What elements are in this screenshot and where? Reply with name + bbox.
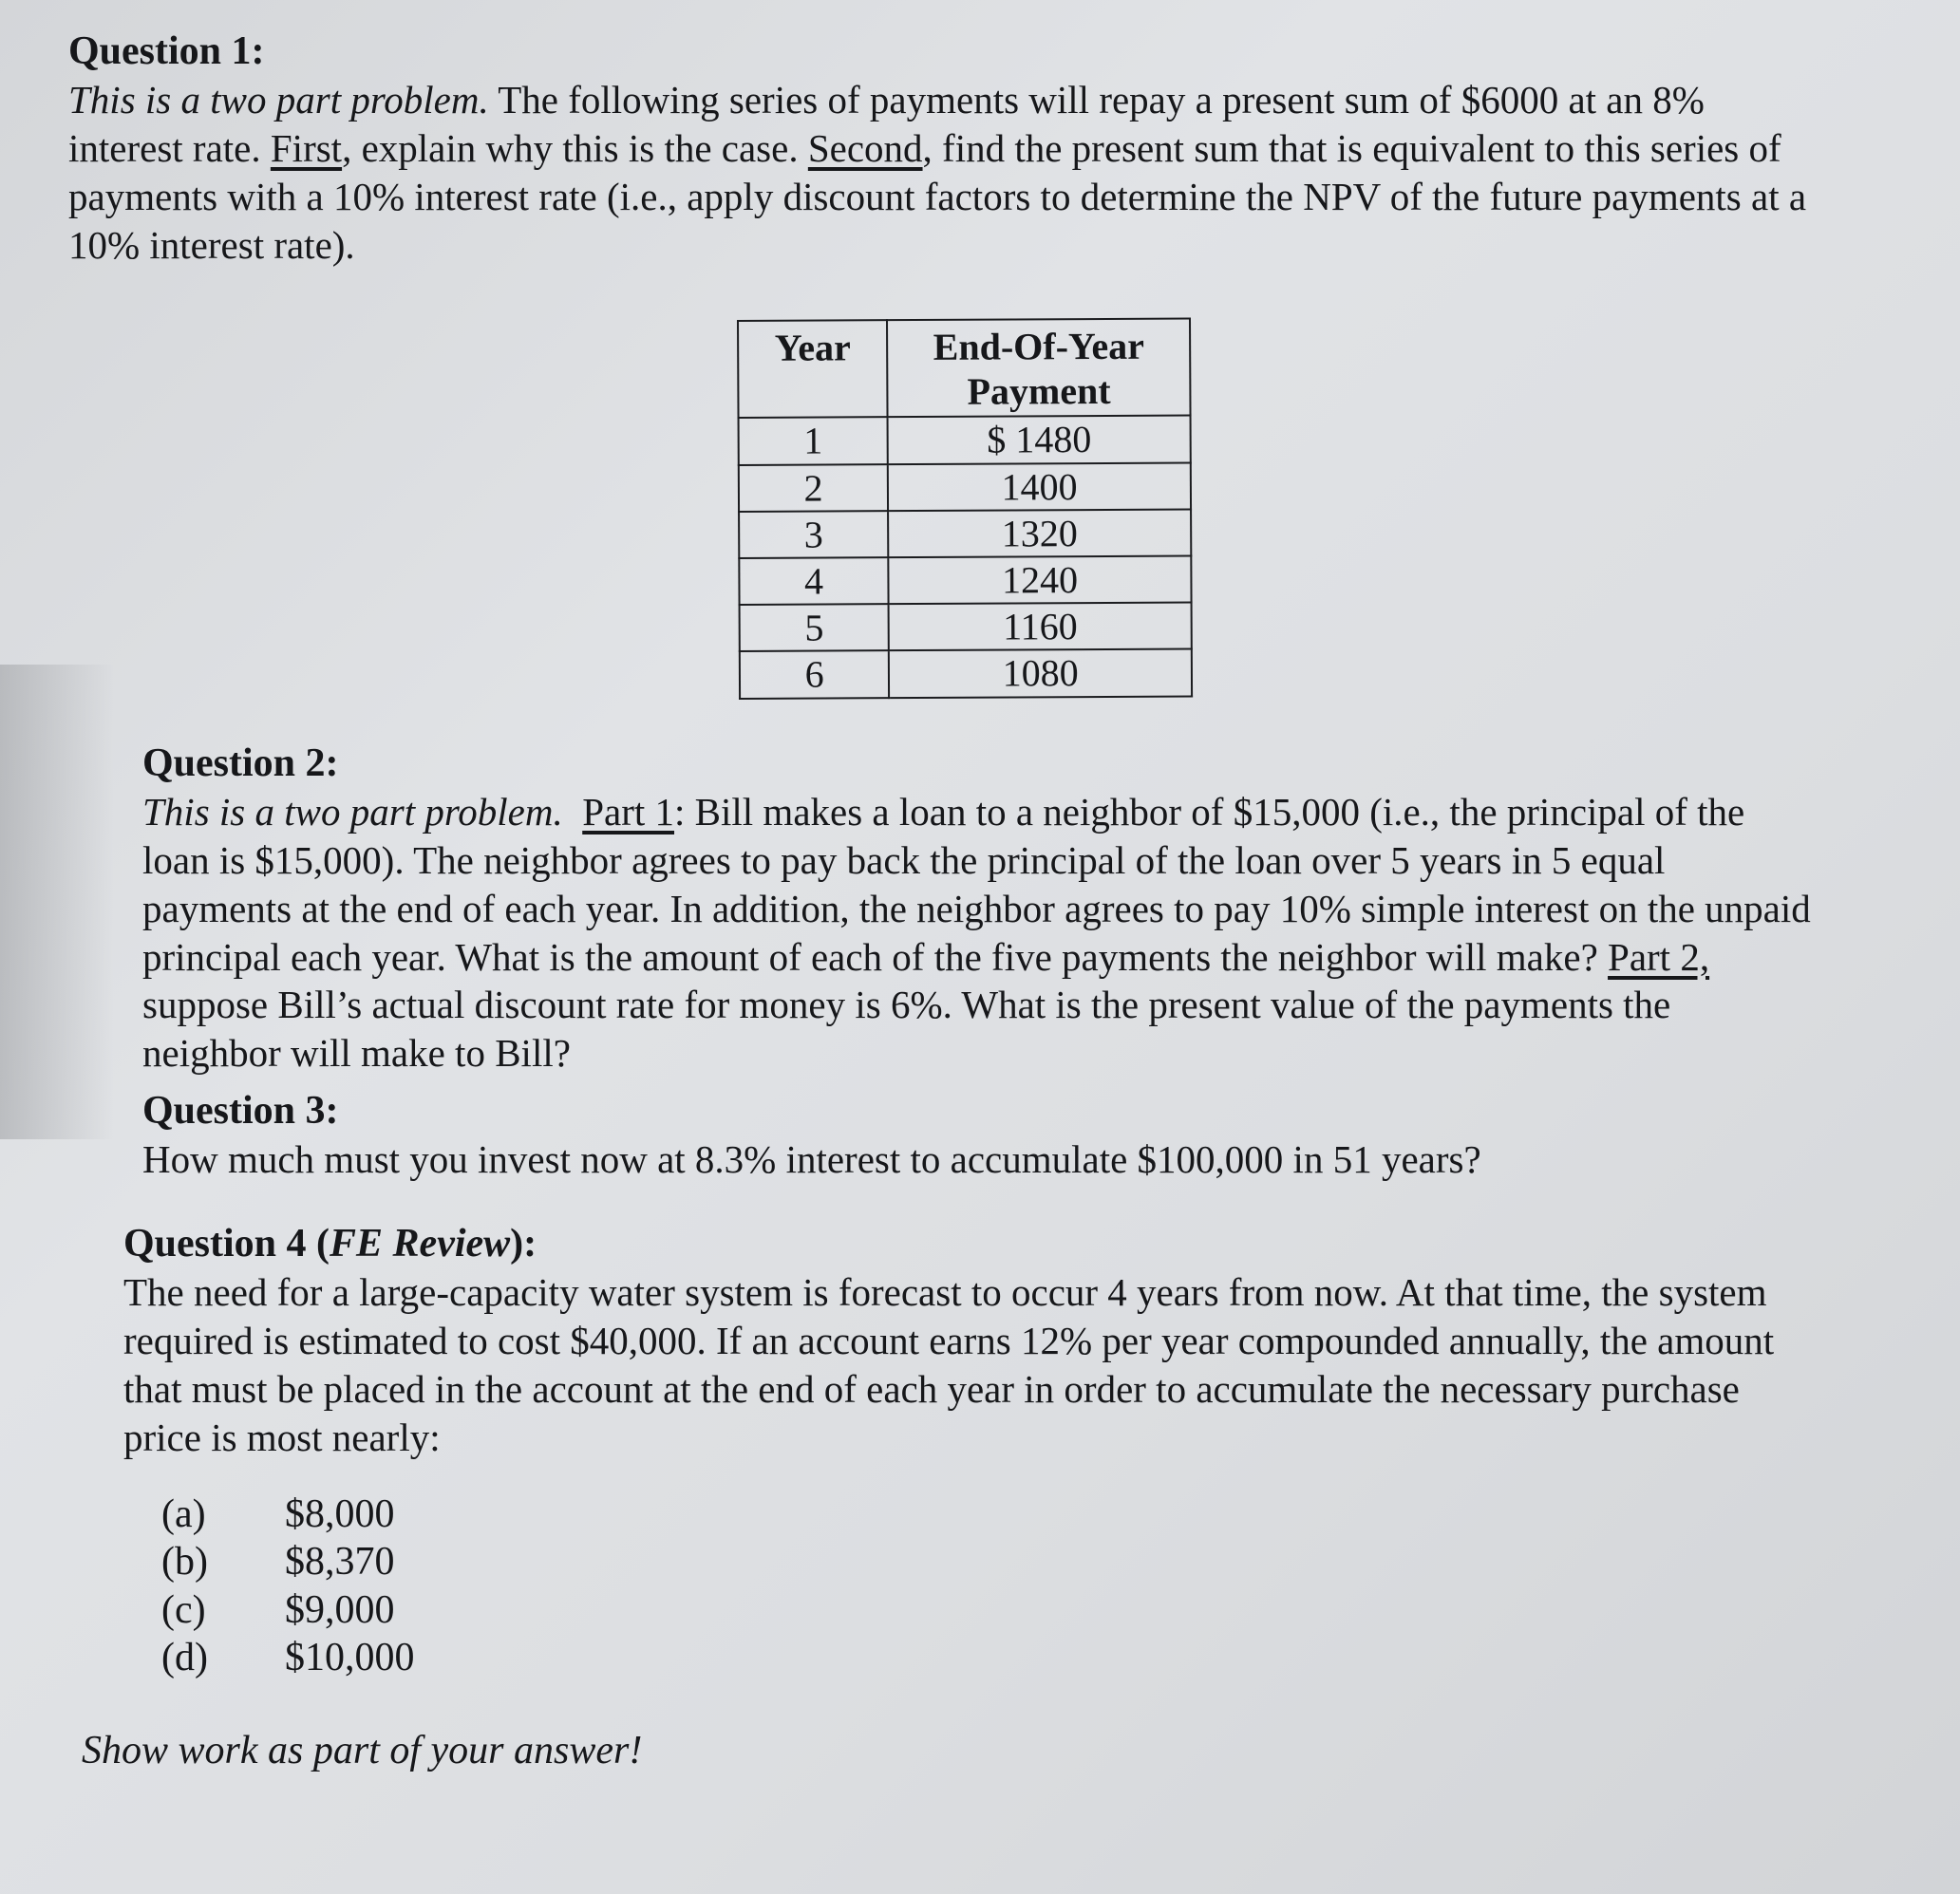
- year-cell: 1: [739, 418, 889, 465]
- year-cell: 3: [739, 511, 889, 558]
- year-cell: 2: [739, 464, 889, 512]
- option-value: $8,370: [285, 1540, 395, 1585]
- payment-cell: 1320: [888, 509, 1191, 557]
- question-2-title: Question 2:: [142, 741, 339, 785]
- table-row: [739, 509, 1191, 558]
- option-value: $9,000: [285, 1587, 395, 1632]
- question-4-title-b: ):: [510, 1222, 537, 1266]
- year-cell: 5: [740, 604, 890, 651]
- question-2-text: [142, 788, 1814, 1078]
- question-1-second: Second: [807, 125, 923, 170]
- payment-cell: 1080: [889, 649, 1192, 698]
- answer-options: [161, 1491, 415, 1682]
- payment-header-line-2: Payment: [967, 369, 1111, 413]
- question-4-title: [123, 1219, 1814, 1268]
- question-1-intro: This is a two part problem.: [68, 78, 489, 122]
- question-1-text-c: , find the present sum that is equivalent to this series of payments with a 10% interest rate (i.e., apply discount factors to determine the NPV of the future payments at a 10% interest rate).: [68, 125, 1807, 267]
- answer-option-b: [161, 1538, 415, 1585]
- question-4-text: The need for a large-capacity water system is forecast to occur 4 years from now. At that time, the system required is estimated to cost $40,000. If an account earns 12% per year compounded annually, the amount that must be placed in the account at the end of each year in order to accumulate the necessary purchase price is most nearly:: [123, 1270, 1775, 1459]
- year-column-header: Year: [738, 320, 888, 418]
- payment-cell: 1240: [889, 555, 1192, 604]
- answer-option-c: [161, 1586, 415, 1634]
- table-row: [739, 416, 1191, 465]
- option-label: (b): [161, 1540, 208, 1585]
- year-cell: 6: [740, 650, 890, 698]
- question-2-part1-label: Part 1: [582, 790, 675, 834]
- payment-cell: 1400: [888, 462, 1191, 511]
- payment-header-line-1: End-Of-Year: [933, 324, 1145, 368]
- answer-option-a: [161, 1491, 415, 1538]
- question-1-text-a: The following series of payments will repay a present sum of $6000 at an 8% interest rate.: [68, 78, 1705, 170]
- question-4: [123, 1219, 1814, 1461]
- payment-cell: 1160: [889, 603, 1192, 651]
- option-label: (d): [161, 1636, 208, 1680]
- payment-cell: $ 1480: [888, 416, 1191, 464]
- payment-table-header: [738, 319, 1191, 419]
- question-1-first: First: [270, 125, 343, 170]
- question-4-title-a: Question 4 (: [123, 1222, 330, 1266]
- question-2-text-b: suppose Bill’s actual discount rate for money is 6%. What is the present value of the payments the neighbor will make to Bill?: [142, 983, 1671, 1076]
- question-2-text-a: : Bill makes a loan to a neighbor of $15,000 (i.e., the principal of the loan is $15,000). The neighbor agrees to pay back the principal of the loan over 5 years in 5 equal payments at the end of each year. In addition, the neighbor agrees to pay 10% simple interest on the unpaid principal each year. What is the amount of each of the five payments the neighbor will make?: [142, 790, 1811, 979]
- question-3-title: Question 3:: [142, 1089, 339, 1133]
- question-4-title-italic: FE Review: [330, 1222, 511, 1266]
- table-row: [739, 555, 1191, 605]
- question-3: [142, 1086, 1814, 1184]
- question-3-text: How much must you invest now at 8.3% interest to accumulate $100,000 in 51 years?: [142, 1137, 1481, 1182]
- photo-shadow: [0, 665, 114, 1139]
- option-value: $8,000: [285, 1492, 395, 1536]
- option-label: (a): [161, 1492, 206, 1536]
- question-1-text-b: , explain why this is the case.: [342, 125, 808, 170]
- answer-option-d: [161, 1634, 415, 1681]
- payment-column-header: [887, 319, 1190, 418]
- payment-table: [737, 317, 1193, 699]
- table-row: [740, 649, 1192, 699]
- question-1: [68, 27, 1816, 269]
- question-2-part2-label: Part 2,: [1608, 934, 1710, 979]
- year-cell: 4: [739, 557, 889, 605]
- question-1-text: [68, 76, 1816, 269]
- table-row: [739, 462, 1191, 512]
- option-value: $10,000: [285, 1636, 415, 1680]
- question-2-intro: This is a two part problem.: [142, 790, 563, 834]
- question-2: [142, 739, 1814, 1078]
- footer-instruction: Show work as part of your answer!: [82, 1729, 643, 1772]
- option-label: (c): [161, 1587, 206, 1632]
- table-row: [740, 603, 1192, 652]
- question-1-title: Question 1:: [68, 29, 265, 73]
